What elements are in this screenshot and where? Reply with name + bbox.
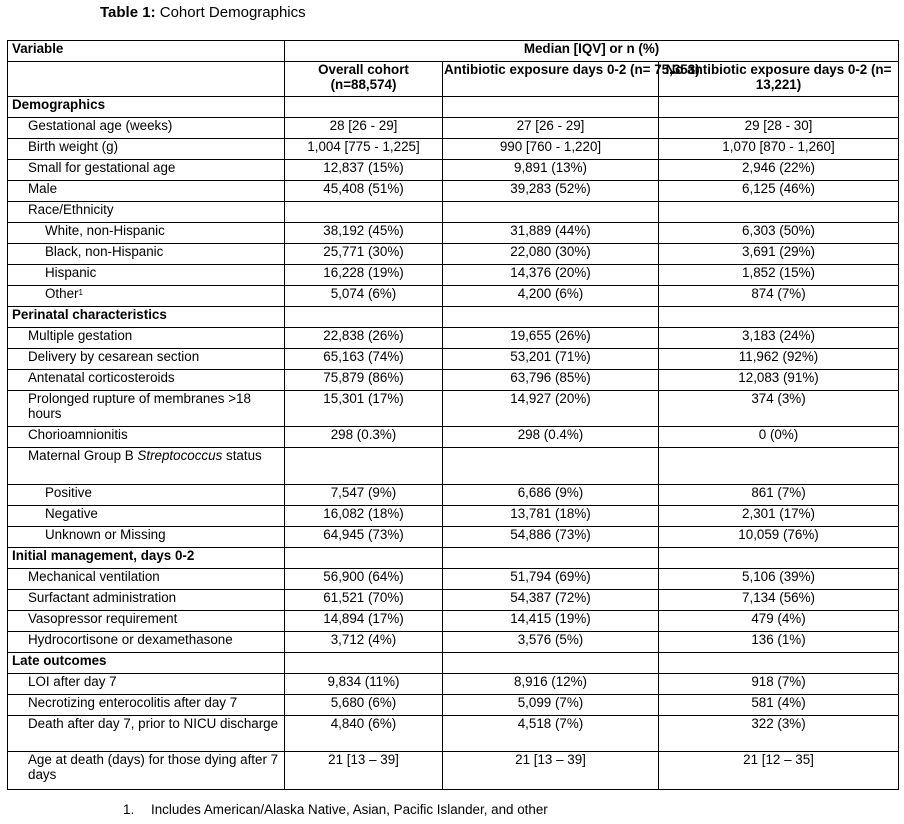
value-cell: 19,655 (26%) [443, 328, 659, 349]
value-cell: 298 (0.4%) [443, 427, 659, 448]
row-label [8, 244, 285, 265]
value-cell: 1,070 [870 - 1,260] [659, 139, 899, 160]
value-cell: 3,712 (4%) [285, 632, 443, 653]
value-cell: 861 (7%) [659, 485, 899, 506]
empty-cell [285, 653, 443, 674]
table-number: Table 1: [100, 4, 156, 21]
row-label-text: Unknown or Missing [45, 527, 166, 542]
value-cell: 7,134 (56%) [659, 590, 899, 611]
header-row-1 [8, 41, 899, 62]
row-label [8, 139, 285, 160]
row-label-text: Positive [45, 485, 92, 500]
col-header-antibiotic: Antibiotic exposure days 0-2 (n= 75,353) [443, 62, 659, 97]
value-cell: 14,927 (20%) [443, 391, 659, 427]
value-cell: 298 (0.3%) [285, 427, 443, 448]
table-row [8, 328, 899, 349]
row-label [8, 202, 285, 223]
row-label [8, 527, 285, 548]
table-row [8, 391, 899, 427]
table-row [8, 427, 899, 448]
value-cell: 21 [13 – 39] [285, 752, 443, 790]
row-label-text: Surfactant administration [28, 590, 177, 605]
table-row [8, 527, 899, 548]
row-label-text: Multiple gestation [28, 328, 133, 343]
value-cell: 4,840 (6%) [285, 716, 443, 752]
row-label [8, 632, 285, 653]
value-cell: 6,303 (50%) [659, 223, 899, 244]
section-label: Demographics [8, 97, 285, 118]
table-row [8, 370, 899, 391]
row-label [8, 485, 285, 506]
row-label [8, 223, 285, 244]
value-cell: 874 (7%) [659, 286, 899, 307]
table-row [8, 716, 899, 752]
value-cell: 39,283 (52%) [443, 181, 659, 202]
row-label-text: Prolonged rupture of membranes >18 hours [28, 391, 251, 421]
table-row [8, 349, 899, 370]
row-label-text: Vasopressor requirement [28, 611, 178, 626]
value-cell: 5,680 (6%) [285, 695, 443, 716]
row-label-text: Necrotizing enterocolitis after day 7 [28, 695, 238, 710]
value-cell: 136 (1%) [659, 632, 899, 653]
value-cell: 9,891 (13%) [443, 160, 659, 181]
value-cell: 0 (0%) [659, 427, 899, 448]
value-cell: 3,576 (5%) [443, 632, 659, 653]
table-row [8, 674, 899, 695]
row-label-text: Black, non-Hispanic [45, 244, 164, 259]
value-cell: 61,521 (70%) [285, 590, 443, 611]
value-cell: 56,900 (64%) [285, 569, 443, 590]
table-row [8, 506, 899, 527]
section-row [8, 653, 899, 674]
table-row [8, 160, 899, 181]
row-label [8, 370, 285, 391]
row-label-text: Birth weight (g) [28, 139, 119, 154]
value-cell: 479 (4%) [659, 611, 899, 632]
row-label-text: Negative [45, 506, 98, 521]
row-label-text: Race/Ethnicity [28, 202, 114, 217]
header-row-2 [8, 62, 899, 97]
table-caption: Cohort Demographics [155, 4, 306, 21]
value-cell: 8,916 (12%) [443, 674, 659, 695]
table-row [8, 448, 899, 485]
row-label-italic: Streptococcus [137, 448, 223, 463]
value-cell [659, 202, 899, 223]
section-label: Initial management, days 0-2 [8, 548, 285, 569]
row-label [8, 181, 285, 202]
value-cell: 53,201 (71%) [443, 349, 659, 370]
table-row [8, 118, 899, 139]
empty-cell [659, 307, 899, 328]
row-label-text: Mechanical ventilation [28, 569, 160, 584]
table-row [8, 244, 899, 265]
col-header-no-antibiotic: No antibiotic exposure days 0-2 (n= 13,221) [659, 62, 899, 97]
value-cell: 4,200 (6%) [443, 286, 659, 307]
value-cell: 3,691 (29%) [659, 244, 899, 265]
value-cell: 2,946 (22%) [659, 160, 899, 181]
row-label-text: Delivery by cesarean section [28, 349, 200, 364]
value-cell: 14,894 (17%) [285, 611, 443, 632]
table-row [8, 695, 899, 716]
footnote-marker: 1 [78, 288, 83, 297]
value-cell: 12,083 (91%) [659, 370, 899, 391]
value-cell: 29 [28 - 30] [659, 118, 899, 139]
value-cell: 27 [26 - 29] [443, 118, 659, 139]
row-label [8, 391, 285, 427]
value-cell: 1,004 [775 - 1,225] [285, 139, 443, 160]
empty-cell [443, 653, 659, 674]
value-cell: 918 (7%) [659, 674, 899, 695]
table-row [8, 202, 899, 223]
row-label [8, 752, 285, 790]
table-row [8, 139, 899, 160]
row-label-text: Hispanic [45, 265, 97, 280]
row-label-text: Other [45, 286, 79, 301]
value-cell: 581 (4%) [659, 695, 899, 716]
value-cell: 63,796 (85%) [443, 370, 659, 391]
col-header-overall: Overall cohort (n=88,574) [285, 62, 443, 97]
value-cell: 16,082 (18%) [285, 506, 443, 527]
value-cell: 6,686 (9%) [443, 485, 659, 506]
row-label [8, 569, 285, 590]
row-label-text: Antenatal corticosteroids [28, 370, 175, 385]
value-cell: 5,074 (6%) [285, 286, 443, 307]
value-cell: 5,099 (7%) [443, 695, 659, 716]
value-cell: 22,838 (26%) [285, 328, 443, 349]
section-label: Late outcomes [8, 653, 285, 674]
section-row [8, 548, 899, 569]
value-cell: 51,794 (69%) [443, 569, 659, 590]
value-cell: 374 (3%) [659, 391, 899, 427]
value-cell: 15,301 (17%) [285, 391, 443, 427]
value-cell: 5,106 (39%) [659, 569, 899, 590]
value-cell: 16,228 (19%) [285, 265, 443, 286]
table-title [100, 4, 306, 22]
value-cell: 21 [13 – 39] [443, 752, 659, 790]
value-cell: 13,781 (18%) [443, 506, 659, 527]
value-cell [443, 448, 659, 485]
value-cell: 10,059 (76%) [659, 527, 899, 548]
value-cell: 54,387 (72%) [443, 590, 659, 611]
empty-cell [443, 97, 659, 118]
empty-cell [285, 97, 443, 118]
value-cell: 65,163 (74%) [285, 349, 443, 370]
value-cell: 14,376 (20%) [443, 265, 659, 286]
row-label-suffix: status [222, 448, 262, 463]
row-label [8, 695, 285, 716]
row-label-text: Death after day 7, prior to NICU discharge [28, 716, 279, 731]
row-label [8, 328, 285, 349]
value-cell: 75,879 (86%) [285, 370, 443, 391]
section-row [8, 97, 899, 118]
value-cell: 22,080 (30%) [443, 244, 659, 265]
value-cell [659, 448, 899, 485]
value-cell: 990 [760 - 1,220] [443, 139, 659, 160]
blank-header [8, 62, 285, 97]
row-label-text: Maternal Group B [28, 448, 138, 463]
table-row [8, 265, 899, 286]
value-cell: 11,962 (92%) [659, 349, 899, 370]
section-label: Perinatal characteristics [8, 307, 285, 328]
value-cell: 14,415 (19%) [443, 611, 659, 632]
row-label-text: LOI after day 7 [28, 674, 117, 689]
row-label [8, 118, 285, 139]
row-label [8, 286, 285, 307]
row-label-text: White, non-Hispanic [45, 223, 165, 238]
table-row [8, 485, 899, 506]
demographics-table [7, 40, 899, 790]
empty-cell [285, 307, 443, 328]
empty-cell [285, 548, 443, 569]
row-label [8, 265, 285, 286]
empty-cell [659, 97, 899, 118]
empty-cell [443, 548, 659, 569]
value-cell: 4,518 (7%) [443, 716, 659, 752]
value-cell: 9,834 (11%) [285, 674, 443, 695]
row-label [8, 160, 285, 181]
stat-header: Median [IQV] or n (%) [285, 41, 899, 62]
table-row [8, 569, 899, 590]
variable-header: Variable [8, 41, 285, 62]
section-row [8, 307, 899, 328]
value-cell [285, 448, 443, 485]
value-cell: 1,852 (15%) [659, 265, 899, 286]
value-cell: 12,837 (15%) [285, 160, 443, 181]
table-row [8, 632, 899, 653]
empty-cell [659, 653, 899, 674]
value-cell: 25,771 (30%) [285, 244, 443, 265]
row-label-text: Gestational age (weeks) [28, 118, 173, 133]
value-cell: 21 [12 – 35] [659, 752, 899, 790]
value-cell: 6,125 (46%) [659, 181, 899, 202]
table-row [8, 223, 899, 244]
row-label [8, 716, 285, 752]
row-label-text: Small for gestational age [28, 160, 176, 175]
row-label-text: Hydrocortisone or dexamethasone [28, 632, 233, 647]
row-label [8, 611, 285, 632]
row-label-text: Age at death (days) for those dying after 7 days [28, 752, 279, 782]
table-row [8, 611, 899, 632]
empty-cell [443, 307, 659, 328]
table-row [8, 181, 899, 202]
value-cell: 54,886 (73%) [443, 527, 659, 548]
value-cell [443, 202, 659, 223]
table-row [8, 752, 899, 790]
row-label [8, 674, 285, 695]
row-label-text: Chorioamnionitis [28, 427, 128, 442]
value-cell: 322 (3%) [659, 716, 899, 752]
value-cell: 38,192 (45%) [285, 223, 443, 244]
footnote [123, 802, 548, 818]
row-label [8, 590, 285, 611]
row-label [8, 427, 285, 448]
table-row [8, 286, 899, 307]
value-cell [285, 202, 443, 223]
footnote-number: 1. [123, 802, 135, 817]
table-row [8, 590, 899, 611]
value-cell: 45,408 (51%) [285, 181, 443, 202]
footnote-text: Includes American/Alaska Native, Asian, Pacific Islander, and other [151, 802, 548, 817]
value-cell: 28 [26 - 29] [285, 118, 443, 139]
row-label [8, 448, 285, 485]
empty-cell [659, 548, 899, 569]
value-cell: 2,301 (17%) [659, 506, 899, 527]
row-label [8, 349, 285, 370]
row-label-text: Male [28, 181, 58, 196]
value-cell: 31,889 (44%) [443, 223, 659, 244]
value-cell: 3,183 (24%) [659, 328, 899, 349]
value-cell: 7,547 (9%) [285, 485, 443, 506]
row-label [8, 506, 285, 527]
value-cell: 64,945 (73%) [285, 527, 443, 548]
